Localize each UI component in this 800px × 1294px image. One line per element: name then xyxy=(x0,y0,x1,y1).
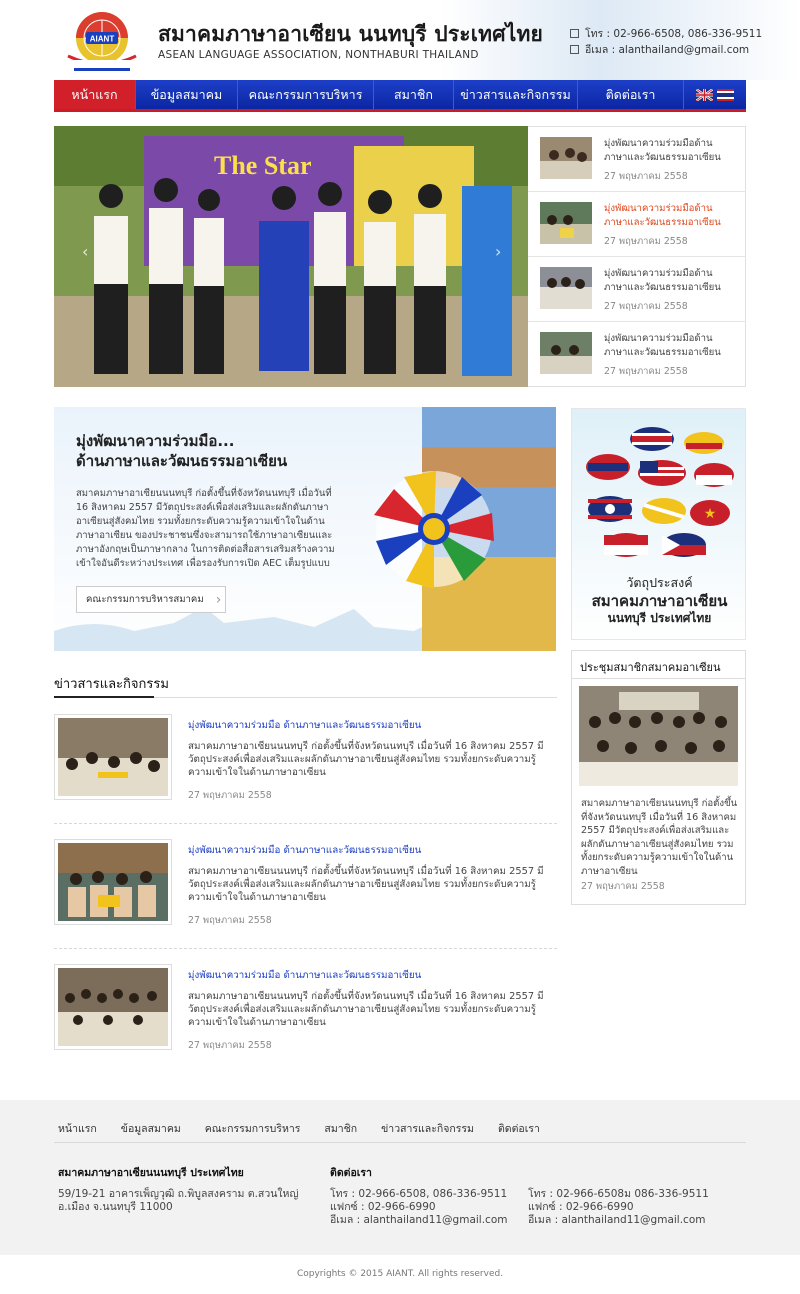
thai-flag-icon[interactable] xyxy=(717,89,734,101)
news-separator xyxy=(54,823,557,824)
footer-org-title: สมาคมภาษาอาเซียนนนทบุรี ประเทศไทย xyxy=(58,1167,244,1179)
section-divider-accent xyxy=(54,696,154,698)
nav-item-home[interactable]: หน้าแรก xyxy=(54,80,136,109)
banner-title xyxy=(76,431,287,471)
news-thumbnail[interactable] xyxy=(54,964,172,1050)
committee-button[interactable] xyxy=(76,586,226,613)
header-phone-text: โทร : 02-966-6508, 086-336-9511 xyxy=(585,28,763,40)
nav-item-news[interactable]: ข่าวสารและกิจกรรม xyxy=(454,80,578,109)
footer-contact1-phone: โทร : 02-966-6508, 086-336-9511 xyxy=(330,1188,508,1200)
footer-nav-contact[interactable]: ติดต่อเรา xyxy=(497,1123,540,1135)
main-navigation xyxy=(54,80,746,112)
footer-nav-members[interactable]: สมาชิก xyxy=(324,1123,358,1135)
sidebox-divider xyxy=(572,678,745,679)
news-date: 27 พฤษภาคม 2558 xyxy=(188,790,272,801)
footer-contact2-email[interactable]: อีเมล : alanthailand11@gmail.com xyxy=(528,1214,706,1226)
side-news-item[interactable] xyxy=(528,192,746,257)
phone-icon xyxy=(570,29,579,38)
news-title[interactable]: มุ่งพัฒนาความร่วมมือ ด้านภาษาและวัฒนธรรมอาเซียน xyxy=(188,970,422,981)
header-email-text[interactable]: อีเมล : alanthailand@gmail.com xyxy=(585,44,750,56)
committee-button-label: คณะกรรมการบริหารสมาคม xyxy=(86,594,204,605)
chevron-right-icon: › xyxy=(215,591,222,608)
banner-title-line2: ด้านภาษาและวัฒนธรรมอาเซียน xyxy=(76,452,288,470)
news-title[interactable]: มุ่งพัฒนาความร่วมมือ ด้านภาษาและวัฒนธรรมอาเซียน xyxy=(188,720,422,731)
nav-item-about[interactable]: ข้อมูลสมาคม xyxy=(136,80,238,109)
news-date: 27 พฤษภาคม 2558 xyxy=(188,915,272,926)
footer-navigation xyxy=(58,1120,564,1137)
meeting-sidebox xyxy=(571,650,746,905)
footer-nav-home[interactable]: หน้าแรก xyxy=(58,1123,97,1135)
footer-nav-news[interactable]: ข่าวสารและกิจกรรม xyxy=(381,1123,474,1135)
side-news-date: 27 พฤษภาคม 2558 xyxy=(604,171,688,182)
sidebox-date: 27 พฤษภาคม 2558 xyxy=(581,881,665,892)
footer-address-line1: 59/19-21 อาคารเพ็ญวุฒิ ถ.พิบูลสงคราม ต.สวนใหญ่ xyxy=(58,1188,299,1200)
side-news-date: 27 พฤษภาคม 2558 xyxy=(604,301,688,312)
slider-next-arrow[interactable]: › xyxy=(495,242,502,261)
side-news-title[interactable]: มุ่งพัฒนาความร่วมมือด้านภาษาและวัฒนธรรมอาเซียน xyxy=(604,333,721,358)
hero-slider[interactable] xyxy=(54,126,528,387)
nav-item-contact[interactable]: ติดต่อเรา xyxy=(578,80,684,109)
nav-item-committee[interactable]: คณะกรรมการบริหาร xyxy=(238,80,374,109)
banner-title-line1: มุ่งพัฒนาความร่วมมือ... xyxy=(76,432,235,450)
language-switcher xyxy=(684,80,734,109)
side-news-date: 27 พฤษภาคม 2558 xyxy=(604,236,688,247)
news-excerpt: สมาคมภาษาอาเซียนนนทบุรี ก่อตั้งขึ้นที่จังหวัดนนทบุรี เมื่อวันที่ 16 สิงหาคม 2557 มีวัตถุประสงค์เพื่อส่งเสริมและผลักดันภาษาอาเซียนสู่สังคมไทย รวมทั้งยกระดับความรู้ความเข้าใจในด้านภาษาอาเซียน xyxy=(188,866,544,903)
logo-text: AIANT xyxy=(89,34,115,44)
banner-text: สมาคมภาษาอาเซียนนนทบุรี ก่อตั้งขึ้นที่จังหวัดนนทบุรี เมื่อวันที่ 16 สิงหาคม 2557 มีวัตถุประสงค์เพื่อส่งเสริมและผลักดันภาษาอาเซียนสู่สังคมไทย รวมทั้งยกระดับความรู้ความเข้าใจในด้านภาษาอาเซียน ของประชาชนซึ่งจะสามารถใช้ภาษาอาเซียนและภาษาอังกฤษเป็นภาษากลาง ในการติดต่อสื่อสารเสริมสร้างความเข้าใจอันดีระหว่างประเทศ เพื่อรองรับการเปิด AEC เต็มรูปแบบ xyxy=(76,488,335,569)
header-phone xyxy=(570,25,762,42)
hero-banner-text: The Star xyxy=(214,151,312,180)
side-news-item[interactable] xyxy=(528,127,746,192)
news-excerpt: สมาคมภาษาอาเซียนนนทบุรี ก่อตั้งขึ้นที่จังหวัดนนทบุรี เมื่อวันที่ 16 สิงหาคม 2557 มีวัตถุประสงค์เพื่อส่งเสริมและผลักดันภาษาอาเซียนสู่สังคมไทย รวมทั้งยกระดับความรู้ความเข้าใจในด้านภาษาอาเซียน xyxy=(188,991,544,1028)
side-news-item[interactable] xyxy=(528,257,746,322)
news-separator xyxy=(54,948,557,949)
objective-title: สมาคมภาษาอาเซียน xyxy=(591,592,728,610)
slider-side-list xyxy=(528,126,746,387)
news-date: 27 พฤษภาคม 2558 xyxy=(188,1040,272,1051)
email-icon xyxy=(570,45,579,54)
side-news-title[interactable]: มุ่งพัฒนาความร่วมมือด้านภาษาและวัฒนธรรมอาเซียน xyxy=(604,138,721,163)
sidebox-text: สมาคมภาษาอาเซียนนนทบุรี ก่อตั้งขึ้นที่จังหวัดนนทบุรี เมื่อวันที่ 16 สิงหาคม 2557 มีวัตถุประสงค์เพื่อส่งเสริมและผลักดันภาษาอาเซียนสู่สังคมไทย รวมทั้งยกระดับความรู้ความเข้าใจในด้านภาษาอาเซียน xyxy=(581,798,738,877)
site-title-english: ASEAN LANGUAGE ASSOCIATION, NONTHABURI THAILAND xyxy=(158,49,479,61)
footer-contact1-email[interactable]: อีเมล : alanthailand11@gmail.com xyxy=(330,1214,508,1226)
footer-nav-committee[interactable]: คณะกรรมการบริหาร xyxy=(204,1123,301,1135)
footer-contact2-fax: แฟกซ์ : 02-966-6990 xyxy=(528,1201,634,1213)
side-news-thumb[interactable] xyxy=(540,332,592,374)
sidebox-title[interactable]: ประชุมสมาชิกสมาคมอาเซียน xyxy=(580,661,721,674)
side-news-title-active[interactable]: มุ่งพัฒนาความร่วมมือด้านภาษาและวัฒนธรรมอาเซียน xyxy=(604,203,721,228)
star-icon: ★ xyxy=(703,506,717,522)
objective-banner[interactable] xyxy=(571,408,746,640)
side-news-thumb[interactable] xyxy=(540,137,592,179)
asean-collage-image xyxy=(364,407,556,651)
side-news-item[interactable] xyxy=(528,322,746,387)
sidebox-photo[interactable] xyxy=(579,686,738,786)
side-news-thumb[interactable] xyxy=(540,202,592,244)
objective-subtitle: นนทบุรี ประเทศไทย xyxy=(607,611,712,625)
footer-contact2-phone: โทร : 02-966-6508ม 086-336-9511 xyxy=(528,1188,709,1200)
footer-divider xyxy=(54,1142,746,1143)
news-thumbnail[interactable] xyxy=(54,839,172,925)
hero-photo xyxy=(54,126,528,387)
asean-flags-bubbles xyxy=(580,423,740,563)
slider-prev-arrow[interactable]: ‹ xyxy=(82,242,89,261)
association-logo[interactable] xyxy=(60,8,144,74)
side-news-title[interactable]: มุ่งพัฒนาความร่วมมือด้านภาษาและวัฒนธรรมอาเซียน xyxy=(604,268,721,293)
site-title-thai: สมาคมภาษาอาเซียน นนทบุรี ประเทศไทย xyxy=(158,22,544,46)
intro-banner xyxy=(54,407,556,651)
footer-contact1-fax: แฟกซ์ : 02-966-6990 xyxy=(330,1201,436,1213)
footer-nav-about[interactable]: ข้อมูลสมาคม xyxy=(120,1123,181,1135)
news-section-title: ข่าวสารและกิจกรรม xyxy=(54,677,169,692)
side-news-date: 27 พฤษภาคม 2558 xyxy=(604,366,688,377)
english-flag-icon[interactable] xyxy=(696,89,713,101)
footer-address-line2: อ.เมือง จ.นนทบุรี 11000 xyxy=(58,1201,173,1213)
nav-item-members[interactable]: สมาชิก xyxy=(374,80,454,109)
header-email[interactable] xyxy=(570,41,749,58)
objective-label: วัตถุประสงค์ xyxy=(626,575,693,590)
side-news-thumb[interactable] xyxy=(540,267,592,309)
news-thumbnail[interactable] xyxy=(54,714,172,800)
footer-contact-title: ติดต่อเรา xyxy=(330,1167,372,1179)
news-excerpt: สมาคมภาษาอาเซียนนนทบุรี ก่อตั้งขึ้นที่จังหวัดนนทบุรี เมื่อวันที่ 16 สิงหาคม 2557 มีวัตถุประสงค์เพื่อส่งเสริมและผลักดันภาษาอาเซียนสู่สังคมไทย รวมทั้งยกระดับความรู้ความเข้าใจในด้านภาษาอาเซียน xyxy=(188,741,544,778)
news-title[interactable]: มุ่งพัฒนาความร่วมมือ ด้านภาษาและวัฒนธรรมอาเซียน xyxy=(188,845,422,856)
copyright: Copyrights © 2015 AIANT. All rights reserved. xyxy=(296,1269,504,1279)
